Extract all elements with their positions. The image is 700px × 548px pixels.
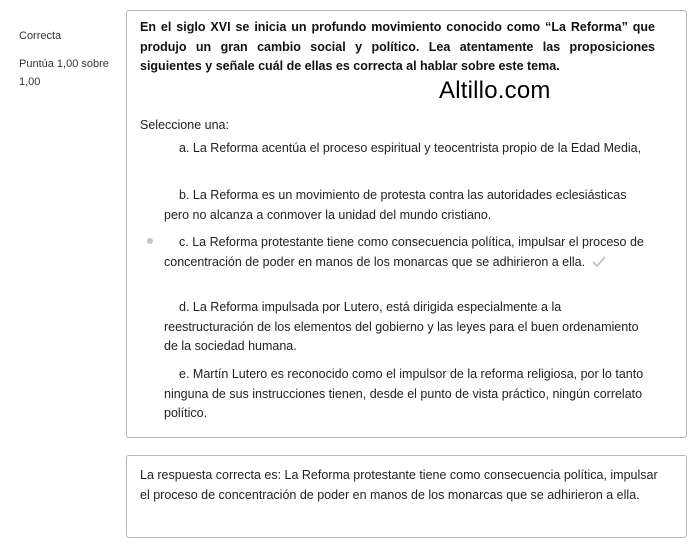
check-icon — [592, 255, 606, 275]
option-text: La Reforma protestante tiene como consecuencia política, impulsar el proceso de concentración de poder en manos de los monarcas que se adhirieron a ella. — [164, 235, 644, 269]
option-text: La Reforma acentúa el proceso espiritual y teocentrista propio de la Edad Media, — [192, 141, 642, 155]
option-letter: c. — [179, 235, 189, 249]
feedback-box — [126, 455, 687, 538]
question-box — [126, 10, 687, 438]
question-info — [19, 27, 119, 91]
option-d[interactable] — [164, 298, 654, 357]
watermark: Altillo.com — [439, 77, 551, 104]
option-letter: d. — [179, 300, 190, 314]
option-letter: e. — [179, 367, 190, 381]
option-text: La Reforma impulsada por Lutero, está dirigida especialmente a la reestructuración de los elementos del gobierno y las leyes para el buen ordenamiento de la sociedad humana. — [164, 300, 639, 353]
option-b[interactable] — [164, 186, 654, 225]
question-state: Correcta — [19, 30, 62, 42]
question-text: En el siglo XVI se inicia un profundo movimiento conocido como “La Reforma” que produjo un gran cambio social y político. Lea atentamente las proposiciones siguientes y señale cuál de ellas es correcta al hablar sobre este tema. — [140, 20, 655, 73]
option-text: Martín Lutero es reconocido como el impulsor de la reforma religiosa, por lo tanto ninguna de sus instrucciones tienen, desde el punto de vista práctico, ningún correlato político. — [164, 367, 644, 420]
correct-answer-text: La respuesta correcta es: La Reforma protestante tiene como consecuencia política, impulsar el proceso de concentración de poder en manos de los monarcas que se adhirieron a ella. — [140, 468, 658, 502]
radio-dot-icon[interactable] — [147, 238, 153, 244]
option-letter: a. — [179, 141, 190, 155]
option-a[interactable] — [164, 139, 654, 159]
question-grade: Puntúa 1,00 sobre 1,00 — [19, 58, 109, 88]
answer-prompt: Seleccione una: — [140, 118, 229, 132]
option-e[interactable] — [164, 365, 654, 424]
option-c[interactable] — [164, 233, 654, 274]
option-text: La Reforma es un movimiento de protesta contra las autoridades eclesiásticas pero no alcanza a conmover la unidad del mundo cristiano. — [164, 188, 627, 222]
option-letter: b. — [179, 188, 190, 202]
